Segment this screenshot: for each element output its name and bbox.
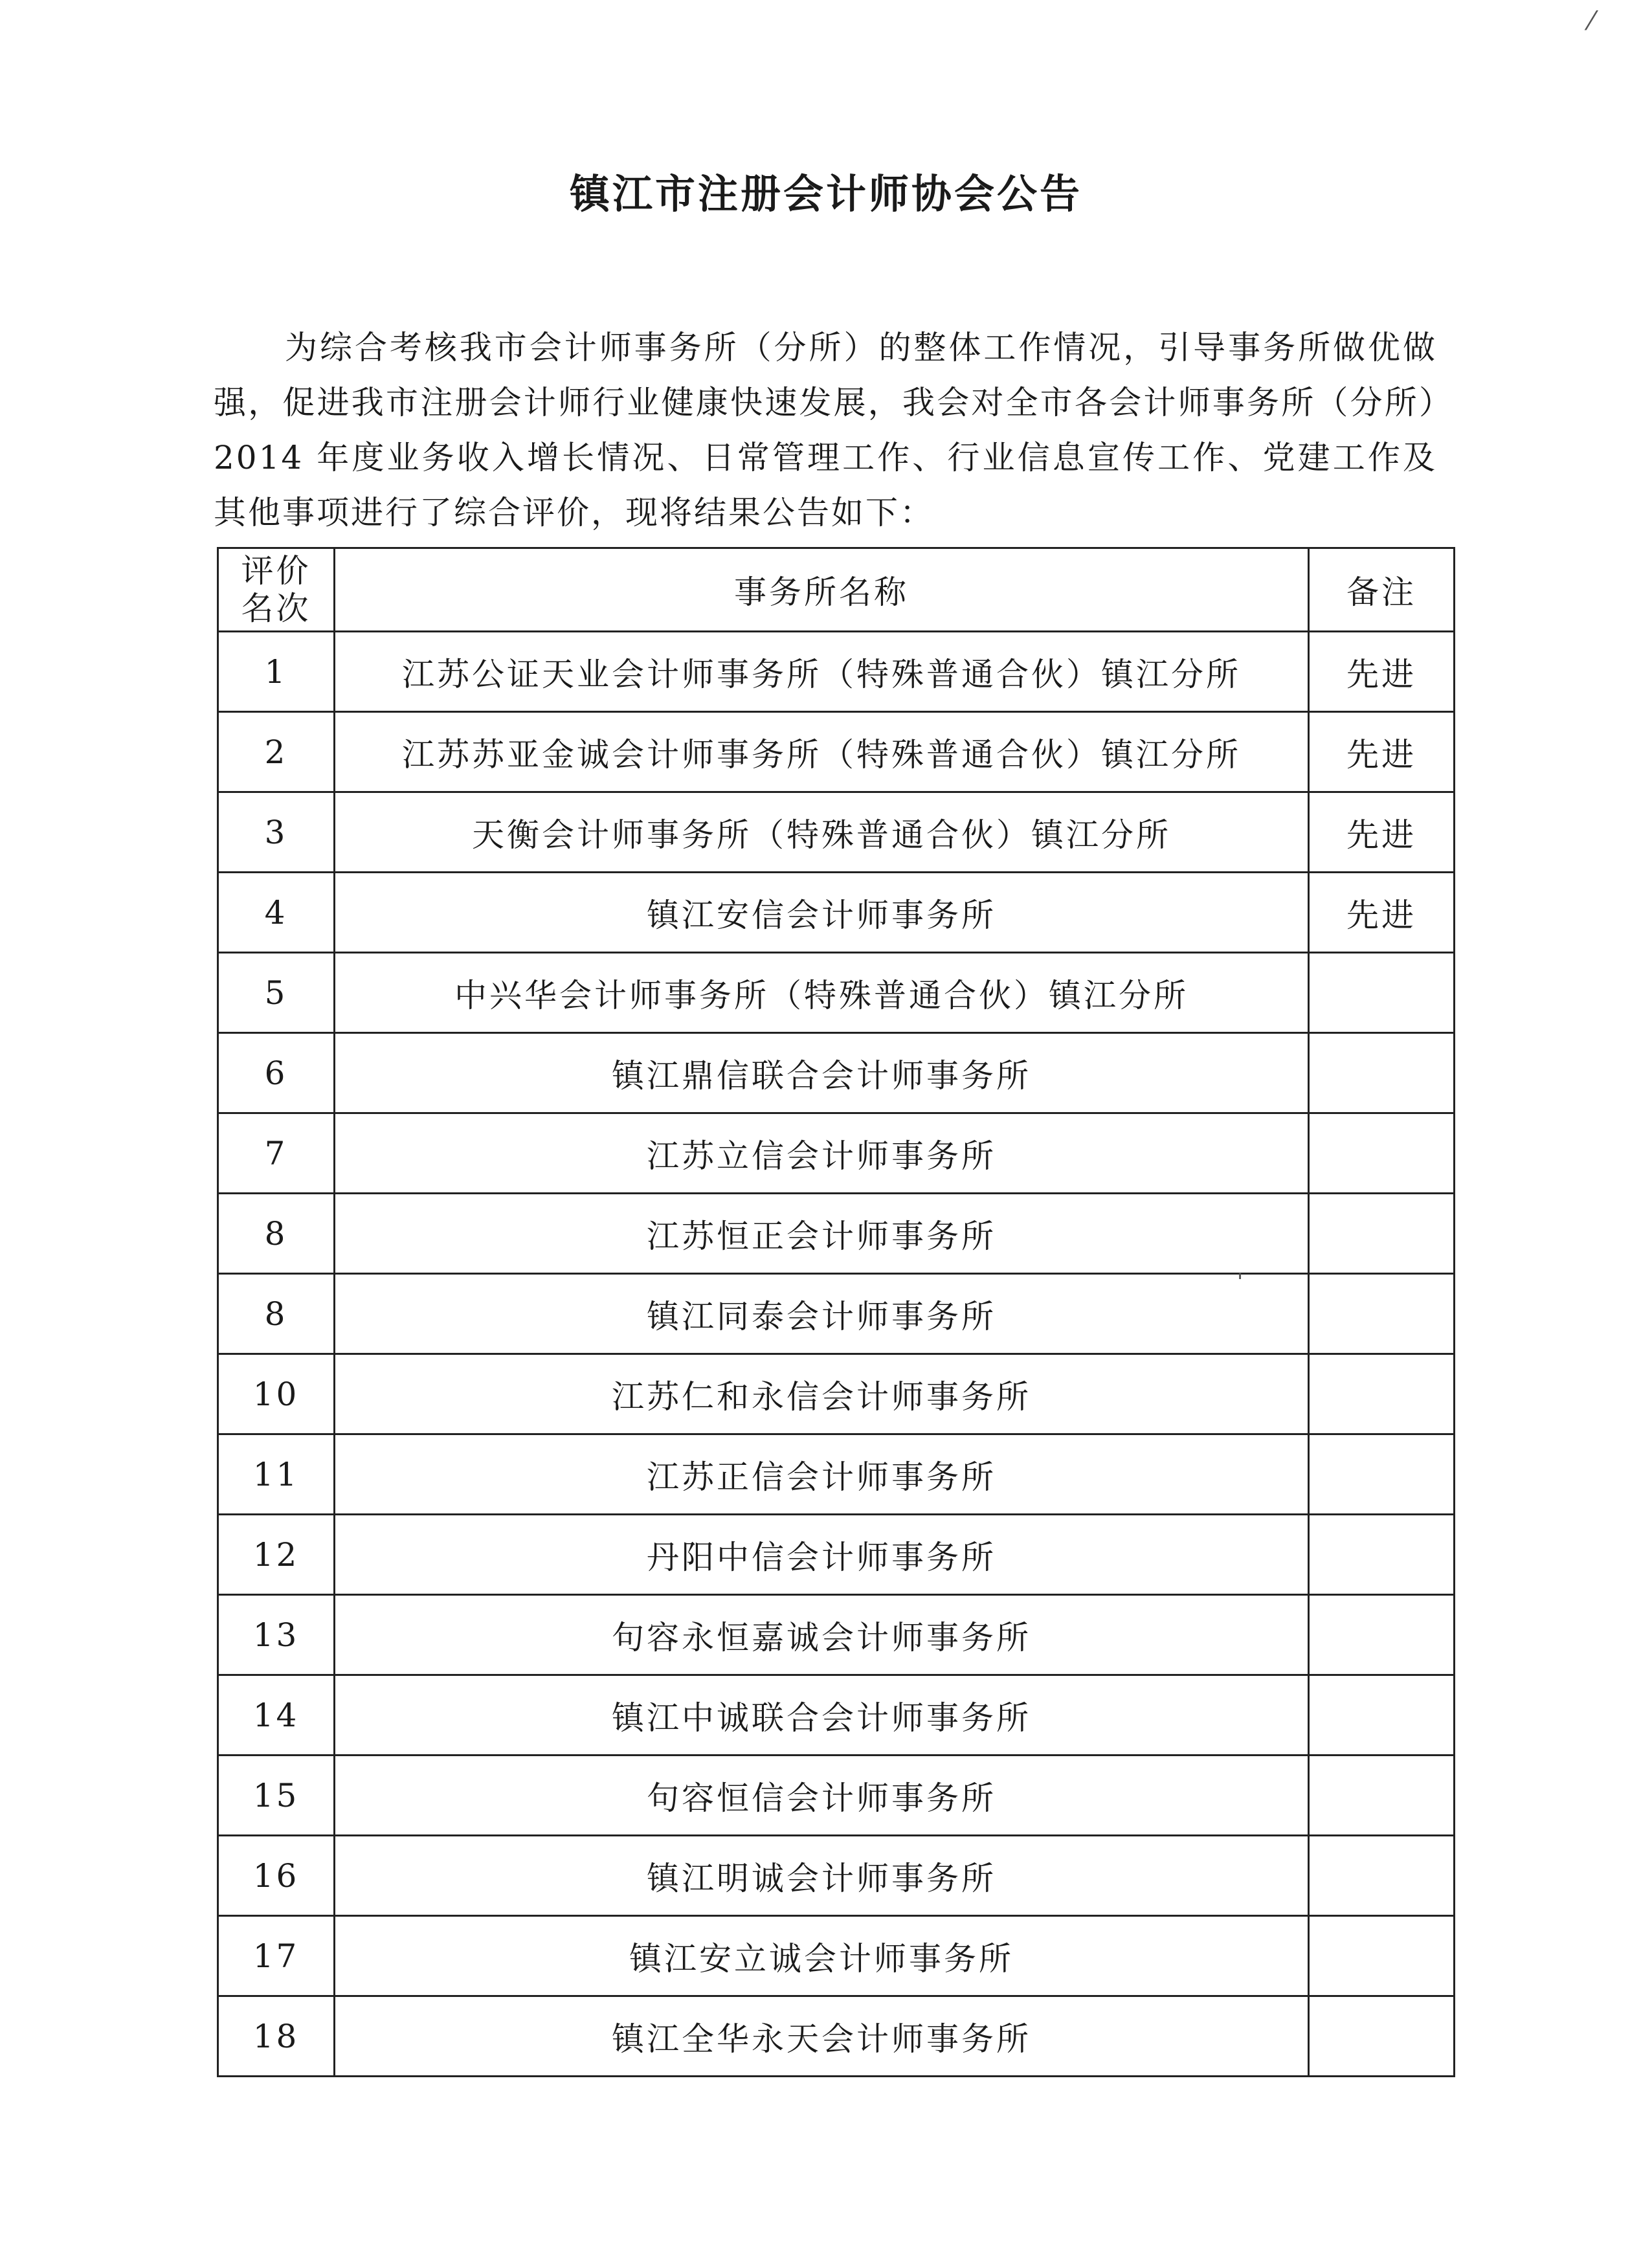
cell-rank: 6 [218, 1033, 335, 1113]
scan-mark: ⁄ [1589, 6, 1594, 36]
table-row [218, 1836, 1455, 1916]
cell-remark [1309, 1916, 1455, 1996]
table-row [218, 1756, 1455, 1836]
cell-remark [1309, 1113, 1455, 1194]
cell-rank: 2 [218, 712, 335, 792]
cell-rank: 16 [218, 1836, 335, 1916]
cell-rank: 11 [218, 1434, 335, 1515]
table-header-row [218, 548, 1455, 632]
cell-firm-name: 镇江明诚会计师事务所 [335, 1836, 1309, 1916]
table-row [218, 1033, 1455, 1113]
cell-remark [1309, 1354, 1455, 1434]
table-row [218, 873, 1455, 953]
cell-firm-name: 丹阳中信会计师事务所 [335, 1515, 1309, 1595]
header-rank [218, 548, 335, 632]
cell-firm-name: 江苏仁和永信会计师事务所 [335, 1354, 1309, 1434]
cell-remark [1309, 1033, 1455, 1113]
cell-rank: 10 [218, 1354, 335, 1434]
table-row [218, 792, 1455, 873]
cell-firm-name: 镇江安立诚会计师事务所 [335, 1916, 1309, 1996]
cell-rank: 8 [218, 1274, 335, 1354]
scan-mark: ˌ [1236, 1253, 1244, 1282]
cell-firm-name: 镇江同泰会计师事务所 [335, 1274, 1309, 1354]
cell-remark: 先进 [1309, 632, 1455, 712]
cell-rank: 18 [218, 1996, 335, 2077]
ranking-table [217, 547, 1455, 2077]
cell-rank: 8 [218, 1194, 335, 1274]
cell-remark [1309, 1194, 1455, 1274]
cell-firm-name: 镇江全华永天会计师事务所 [335, 1996, 1309, 2077]
cell-firm-name: 江苏公证天业会计师事务所（特殊普通合伙）镇江分所 [335, 632, 1309, 712]
cell-firm-name: 镇江中诚联合会计师事务所 [335, 1675, 1309, 1756]
cell-remark [1309, 1996, 1455, 2077]
cell-firm-name: 句容永恒嘉诚会计师事务所 [335, 1595, 1309, 1675]
header-firm-name: 事务所名称 [335, 548, 1309, 632]
table-row [218, 1996, 1455, 2077]
cell-rank: 5 [218, 953, 335, 1033]
table-body [218, 632, 1455, 2077]
cell-remark: 先进 [1309, 873, 1455, 953]
cell-firm-name: 江苏正信会计师事务所 [335, 1434, 1309, 1515]
table-row [218, 1434, 1455, 1515]
cell-remark [1309, 1434, 1455, 1515]
cell-rank: 12 [218, 1515, 335, 1595]
cell-rank: 7 [218, 1113, 335, 1194]
cell-remark: 先进 [1309, 712, 1455, 792]
cell-remark [1309, 1515, 1455, 1595]
cell-remark: 先进 [1309, 792, 1455, 873]
cell-remark [1309, 1595, 1455, 1675]
table-row [218, 1595, 1455, 1675]
table-row [218, 953, 1455, 1033]
table-row [218, 1113, 1455, 1194]
cell-rank: 3 [218, 792, 335, 873]
header-rank-line2: 名次 [241, 590, 311, 627]
cell-firm-name: 江苏恒正会计师事务所 [335, 1194, 1309, 1274]
document-title: 镇江市注册会计师协会公告 [569, 170, 1082, 217]
table-row [218, 1515, 1455, 1595]
cell-firm-name: 天衡会计师事务所（特殊普通合伙）镇江分所 [335, 792, 1309, 873]
cell-rank: 4 [218, 873, 335, 953]
table-row [218, 1354, 1455, 1434]
cell-firm-name: 镇江安信会计师事务所 [335, 873, 1309, 953]
header-remark: 备注 [1309, 548, 1455, 632]
cell-firm-name: 江苏苏亚金诚会计师事务所（特殊普通合伙）镇江分所 [335, 712, 1309, 792]
cell-remark [1309, 1675, 1455, 1756]
cell-rank: 17 [218, 1916, 335, 1996]
table-row [218, 1274, 1455, 1354]
cell-rank: 13 [218, 1595, 335, 1675]
cell-rank: 15 [218, 1756, 335, 1836]
cell-firm-name: 句容恒信会计师事务所 [335, 1756, 1309, 1836]
cell-firm-name: 镇江鼎信联合会计师事务所 [335, 1033, 1309, 1113]
cell-remark [1309, 1274, 1455, 1354]
table-row [218, 1916, 1455, 1996]
cell-remark [1309, 953, 1455, 1033]
table-row [218, 632, 1455, 712]
cell-remark [1309, 1756, 1455, 1836]
table-row [218, 1194, 1455, 1274]
table-row [218, 712, 1455, 792]
cell-rank: 14 [218, 1675, 335, 1756]
cell-rank: 1 [218, 632, 335, 712]
cell-firm-name: 江苏立信会计师事务所 [335, 1113, 1309, 1194]
intro-paragraph: 为综合考核我市会计师事务所（分所）的整体工作情况，引导事务所做优做强，促进我市注册会计师行业健康快速发展，我会对全市各会计师事务所（分所）2014 年度业务收入增长情况、日常管理工作、行业信息宣传工作、党建工作及其他事项进行了综合评价，现将结果公告如下： [214, 329, 1437, 531]
cell-firm-name: 中兴华会计师事务所（特殊普通合伙）镇江分所 [335, 953, 1309, 1033]
cell-remark [1309, 1836, 1455, 1916]
table-row [218, 1675, 1455, 1756]
header-rank-line1: 评价 [241, 552, 311, 590]
